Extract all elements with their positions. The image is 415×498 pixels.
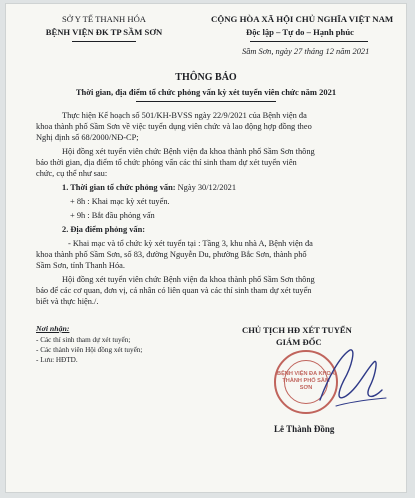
recipients-label: Nơi nhận: — [36, 324, 70, 333]
subtitle-underline — [136, 101, 276, 102]
section-1-heading: 1. Thời gian tổ chức phỏng vấn: — [62, 183, 176, 192]
document-subtitle: Thời gian, địa điểm tổ chức phỏng vấn kỳ xét tuyển viên chức năm 2021 — [75, 87, 337, 97]
place-date: Sầm Sơn, ngày 27 tháng 12 năm 2021 — [242, 47, 370, 56]
location-line-1: - Khai mạc và tổ chức kỳ xét tuyển tại : Tầng 3, khu nhà A, Bệnh viện đa — [68, 239, 313, 248]
paragraph-1-line-1: Thực hiện Kế hoạch số 501/KH-BVSS ngày 22/9/2021 của Bệnh viện đa — [62, 111, 307, 120]
paragraph-3-line-2: báo để các cơ quan, đơn vị, cá nhân có liên quan và các thí sinh tham dự xét tuyển — [36, 286, 312, 295]
paragraph-3-line-1: Hội đồng xét tuyển viên chức Bệnh viện đa khoa thành phố Sầm Sơn thông — [62, 275, 315, 284]
recipient-archive: - Lưu: HĐTD. — [36, 356, 78, 364]
section-1-date: Ngày 30/12/2021 — [175, 183, 237, 192]
section-1 — [62, 182, 236, 193]
paragraph-3-line-3: biết và thực hiện./. — [36, 297, 99, 306]
official-seal: BỆNH VIỆN ĐA KHOA THÀNH PHỐ SẦM SƠN — [274, 350, 338, 414]
motto: Độc lập – Tự do – Hạnh phúc — [246, 27, 354, 37]
recipient-candidates: - Các thí sinh tham dự xét tuyển; — [36, 336, 131, 344]
schedule-item-opening: + 8h : Khai mạc kỳ xét tuyển. — [70, 197, 170, 206]
section-2-heading: 2. Địa điểm phỏng vấn: — [62, 225, 146, 234]
document-title: THÔNG BÁO — [175, 72, 237, 83]
handwritten-signature — [306, 340, 396, 424]
unit-underline — [72, 41, 136, 42]
nation-name: CỘNG HÒA XÃ HỘI CHỦ NGHĨA VIỆT NAM — [211, 14, 394, 24]
document-page — [6, 4, 406, 492]
paragraph-2-line-3: chức, cụ thể như sau: — [36, 169, 108, 178]
paragraph-2-line-1: Hội đồng xét tuyển viên chức Bệnh viện đa khoa thành phố Sầm Sơn thông — [62, 147, 315, 156]
recipient-council: - Các thành viên Hội đồng xét tuyển; — [36, 346, 143, 354]
motto-underline — [250, 41, 368, 42]
paragraph-1-line-3: Nghị định số 68/2000/NĐ-CP; — [36, 133, 139, 142]
paragraph-2-line-2: báo thời gian, địa điểm tổ chức phỏng vấn các thí sinh tham dự xét tuyển viên — [36, 158, 297, 167]
signer-name: Lê Thành Đồng — [274, 424, 335, 434]
location-line-3: Sầm Sơn, tỉnh Thanh Hóa. — [36, 261, 125, 270]
location-line-2: khoa thành phố Sầm Sơn, số 83, đường Nguyễn Du, phường Bắc Sơn, thành phố — [36, 250, 307, 259]
unit-name: BỆNH VIỆN ĐK TP SẦM SƠN — [45, 27, 163, 37]
paragraph-1-line-2: khoa thành phố Sầm Sơn về việc tuyển dụng viên chức và lao động hợp đồng theo — [36, 122, 312, 131]
signer-position: GIÁM ĐỐC — [276, 337, 322, 347]
signer-role: CHỦ TỊCH HĐ XÉT TUYỂN — [242, 325, 352, 335]
agency-name: SỞ Y TẾ THANH HÓA — [61, 14, 147, 24]
schedule-item-interview: + 9h : Bắt đầu phỏng vấn — [70, 211, 155, 220]
